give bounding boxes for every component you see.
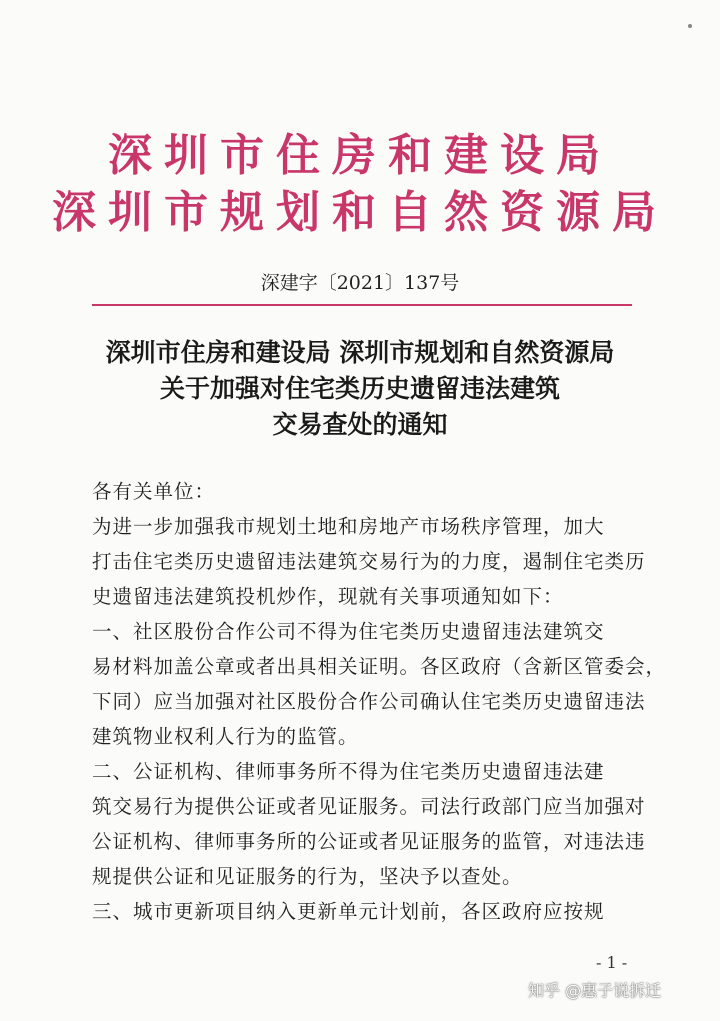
title-line-2: 关于加强对住宅类历史遗留违法建筑 [159, 374, 560, 403]
document-number: 深建字〔2021〕137号 [260, 272, 460, 294]
body-line: 公证机构、律师事务所的公证或者见证服务的监管，对违法违 [92, 830, 646, 853]
body-line: 建筑物业权利人行为的监管。 [92, 725, 359, 748]
body-line: 二、公证机构、律师事务所不得为住宅类历史遗留违法建 [92, 760, 605, 783]
body-line: 为进一步加强我市规划土地和房地产市场秩序管理，加大 [92, 515, 605, 538]
body-line: 易材料加盖公章或者出具相关证明。各区政府（含新区管委会， [92, 655, 667, 678]
letterhead-line-2: 深圳市规划和自然资源局 [52, 187, 668, 238]
scan-speck [688, 24, 692, 28]
body-line: 三、城市更新项目纳入更新单元计划前，各区政府应按规 [92, 900, 605, 923]
body-line: 打击住宅类历史遗留违法建筑交易行为的力度，遏制住宅类历 [92, 550, 646, 573]
title-line-1: 深圳市住房和建设局 深圳市规划和自然资源局 [105, 338, 615, 367]
page-number: - 1 - [596, 953, 628, 972]
body-line: 下同）应当加强对社区股份合作公司确认住宅类历史遗留违法 [92, 690, 646, 713]
body-line: 史遗留违法建筑投机炒作，现就有关事项通知如下： [92, 585, 564, 608]
letterhead-line-1: 深圳市住房和建设局 [108, 130, 612, 181]
body-line: 一、社区股份合作公司不得为住宅类历史遗留违法建筑交 [92, 620, 605, 643]
body-line: 筑交易行为提供公证或者见证服务。司法行政部门应当加强对 [92, 795, 646, 818]
body-line: 规提供公证和见证服务的行为，坚决予以查处。 [92, 865, 523, 888]
title-line-3: 交易查处的通知 [272, 410, 448, 439]
salutation: 各有关单位： [92, 480, 216, 503]
watermark: 知乎 @惠子说拆迁 [528, 981, 662, 1000]
red-separator-line [92, 304, 632, 306]
